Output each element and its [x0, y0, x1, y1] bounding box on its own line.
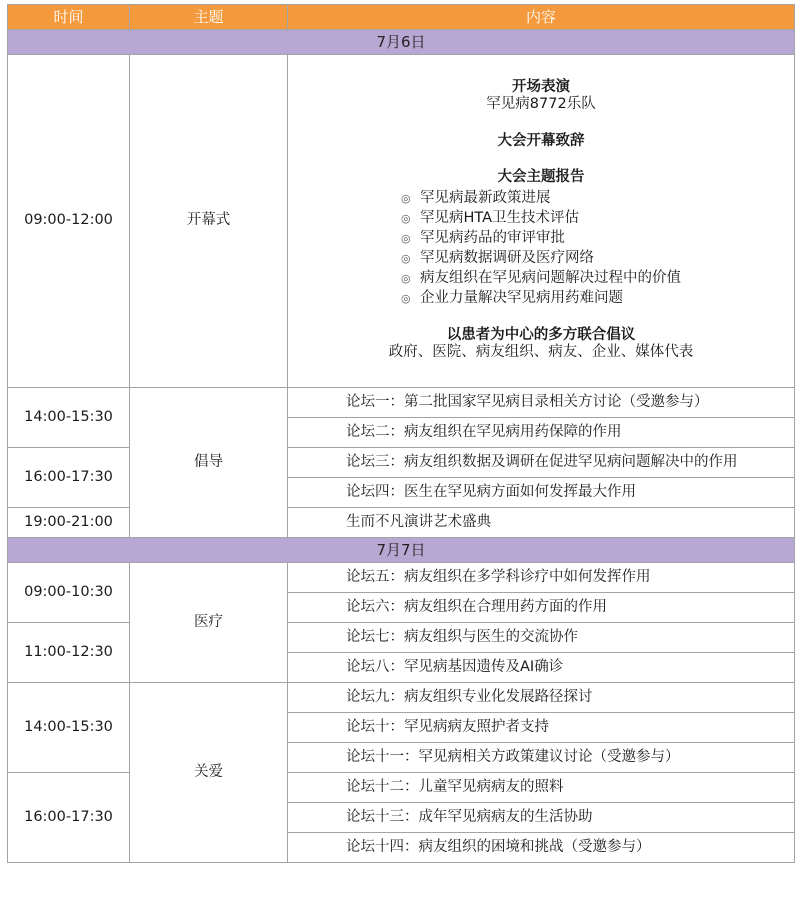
agenda-table [7, 4, 795, 863]
forum-cell: 论坛三：病友组织数据及调研在促进罕见病问题解决中的作用 [288, 448, 795, 478]
performance-subtitle: 罕见病8772乐队 [486, 96, 596, 113]
list-item-text: 企业力量解决罕见病用药难问题 [420, 289, 623, 306]
theme-cell: 开幕式 [130, 55, 288, 388]
list-item [401, 188, 681, 208]
keynote-list [401, 188, 681, 308]
bullet-icon: ◎ [401, 211, 411, 225]
date-row-day2 [8, 538, 795, 563]
forum-cell: 论坛八：罕见病基因遗传及AI确诊 [288, 653, 795, 683]
list-item [401, 228, 681, 248]
header-time: 时间 [8, 5, 130, 30]
theme-cell: 倡导 [130, 388, 288, 538]
time-cell: 19:00-21:00 [8, 508, 130, 538]
time-cell: 09:00-12:00 [8, 55, 130, 388]
table-row [8, 773, 795, 803]
keynote-title: 大会主题报告 [497, 169, 585, 186]
forum-cell: 论坛五：病友组织在多学科诊疗中如何发挥作用 [288, 563, 795, 593]
time-cell: 11:00-12:30 [8, 623, 130, 683]
time-cell: 09:00-10:30 [8, 563, 130, 623]
forum-cell: 论坛六：病友组织在合理用药方面的作用 [288, 593, 795, 623]
list-item [401, 208, 681, 228]
forum-cell: 论坛九：病友组织专业化发展路径探讨 [288, 683, 795, 713]
forum-cell: 论坛十三：成年罕见病病友的生活协助 [288, 803, 795, 833]
table-row [8, 388, 795, 418]
forum-cell: 生而不凡演讲艺术盛典 [288, 508, 795, 538]
list-item-text: 罕见病数据调研及医疗网络 [420, 249, 594, 266]
forum-cell: 论坛一：第二批国家罕见病目录相关方讨论（受邀参与） [288, 388, 795, 418]
list-item-text: 罕见病药品的审评审批 [420, 229, 565, 246]
theme-cell: 医疗 [130, 563, 288, 683]
time-cell: 14:00-15:30 [8, 388, 130, 448]
header-row [8, 5, 795, 30]
bullet-icon: ◎ [401, 191, 411, 205]
forum-cell: 论坛七：病友组织与医生的交流协作 [288, 623, 795, 653]
bullet-icon: ◎ [401, 231, 411, 245]
table-row [8, 448, 795, 478]
time-cell: 16:00-17:30 [8, 773, 130, 863]
bullet-icon: ◎ [401, 271, 411, 285]
forum-cell: 论坛十：罕见病病友照护者支持 [288, 713, 795, 743]
list-item-text: 罕见病HTA卫生技术评估 [420, 209, 580, 226]
opening-row [8, 55, 795, 388]
header-content: 内容 [288, 5, 795, 30]
initiative-participants: 政府、医院、病友组织、病友、企业、媒体代表 [388, 343, 694, 360]
time-cell: 16:00-17:30 [8, 448, 130, 508]
list-item [401, 288, 681, 308]
list-item-text: 病友组织在罕见病问题解决过程中的价值 [420, 269, 681, 286]
table-row [8, 508, 795, 538]
list-item-text: 罕见病最新政策进展 [420, 189, 551, 206]
forum-cell: 论坛十二：儿童罕见病病友的照料 [288, 773, 795, 803]
table-row [8, 563, 795, 593]
time-cell: 14:00-15:30 [8, 683, 130, 773]
performance-title: 开场表演 [512, 79, 570, 95]
list-item [401, 268, 681, 288]
header-theme: 主题 [130, 5, 288, 30]
bullet-icon: ◎ [401, 291, 411, 305]
bullet-icon: ◎ [401, 251, 411, 265]
list-item [401, 248, 681, 268]
forum-cell: 论坛四：医生在罕见病方面如何发挥最大作用 [288, 478, 795, 508]
theme-cell: 关爱 [130, 683, 288, 863]
date-label: 7月7日 [8, 538, 795, 563]
date-label: 7月6日 [8, 30, 795, 55]
forum-cell: 论坛十一：罕见病相关方政策建议讨论（受邀参与） [288, 743, 795, 773]
table-row [8, 623, 795, 653]
date-row-day1 [8, 30, 795, 55]
opening-speech: 大会开幕致辞 [497, 132, 585, 149]
forum-cell: 论坛十四：病友组织的困境和挑战（受邀参与） [288, 833, 795, 863]
initiative-title: 以患者为中心的多方联合倡议 [446, 326, 636, 343]
forum-cell: 论坛二：病友组织在罕见病用药保障的作用 [288, 418, 795, 448]
table-row [8, 683, 795, 713]
opening-content [288, 55, 795, 388]
